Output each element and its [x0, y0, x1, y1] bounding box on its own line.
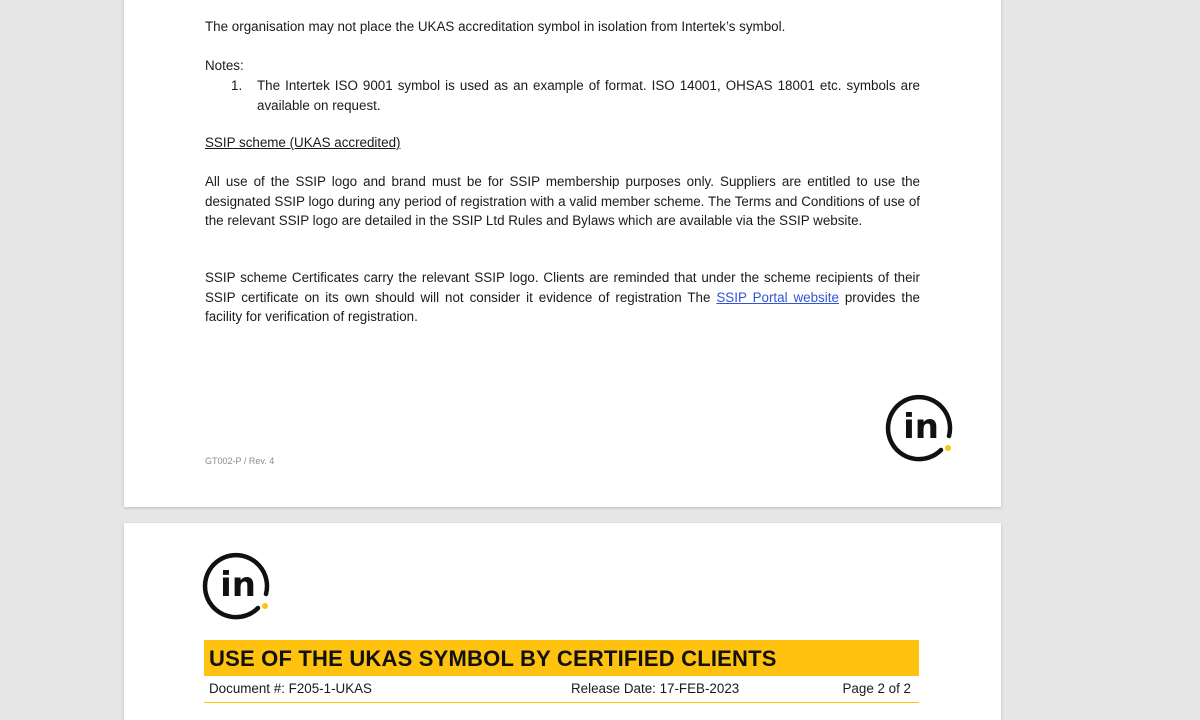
- intertek-logo-icon: [885, 392, 957, 464]
- document-title-banner: USE OF THE UKAS SYMBOL BY CERTIFIED CLIENTS: [204, 640, 919, 676]
- release-date: Release Date: 17-FEB-2023: [571, 681, 740, 696]
- notes-list: [205, 76, 920, 115]
- list-item-number: 1.: [231, 78, 243, 93]
- list-item-text: The Intertek ISO 9001 symbol is used as an example of format. ISO 14001, OHSAS 18001 etc. symbols are available on request.: [257, 78, 920, 113]
- footer-document-code: GT002-P / Rev. 4: [205, 456, 275, 466]
- cert-text-after-link: provides the facility for verification of registration.: [205, 289, 920, 324]
- page-1-body: [205, 0, 920, 464]
- intertek-logo-icon: [202, 550, 274, 622]
- ssip-section-heading: SSIP scheme (UKAS accredited): [205, 135, 401, 150]
- document-meta-row: [204, 676, 919, 703]
- paragraph-ssip-use: All use of the SSIP logo and brand must be for SSIP membership purposes only. Suppliers are entitled to use the designated SSIP logo during any period of registration with a valid member scheme. The Terms and Conditions of use of the relevant SSIP logo are detailed in the SSIP Ltd Rules and Bylaws which are available via the SSIP website.: [205, 174, 920, 228]
- list-item: [205, 76, 920, 115]
- logo-letters: in: [220, 565, 256, 605]
- document-number: Document #: F205-1-UKAS: [209, 681, 372, 696]
- paragraph-ssip-certificates: [205, 268, 920, 327]
- logo-letters: in: [903, 407, 939, 447]
- notes-label: Notes:: [205, 58, 244, 73]
- document-page-2: [124, 523, 1001, 720]
- document-page-1: [124, 0, 1001, 507]
- page-number: Page 2 of 2: [842, 681, 911, 696]
- cert-text-before-link: SSIP scheme Certificates carry the relevant SSIP logo. Clients are reminded that under the scheme recipients of their SSIP certificate on its own should will not consider it evidence of registration The: [205, 270, 920, 305]
- paragraph-isolation: The organisation may not place the UKAS accreditation symbol in isolation from Intertek’s symbol.: [205, 19, 786, 34]
- ssip-portal-link[interactable]: SSIP Portal website: [716, 289, 839, 305]
